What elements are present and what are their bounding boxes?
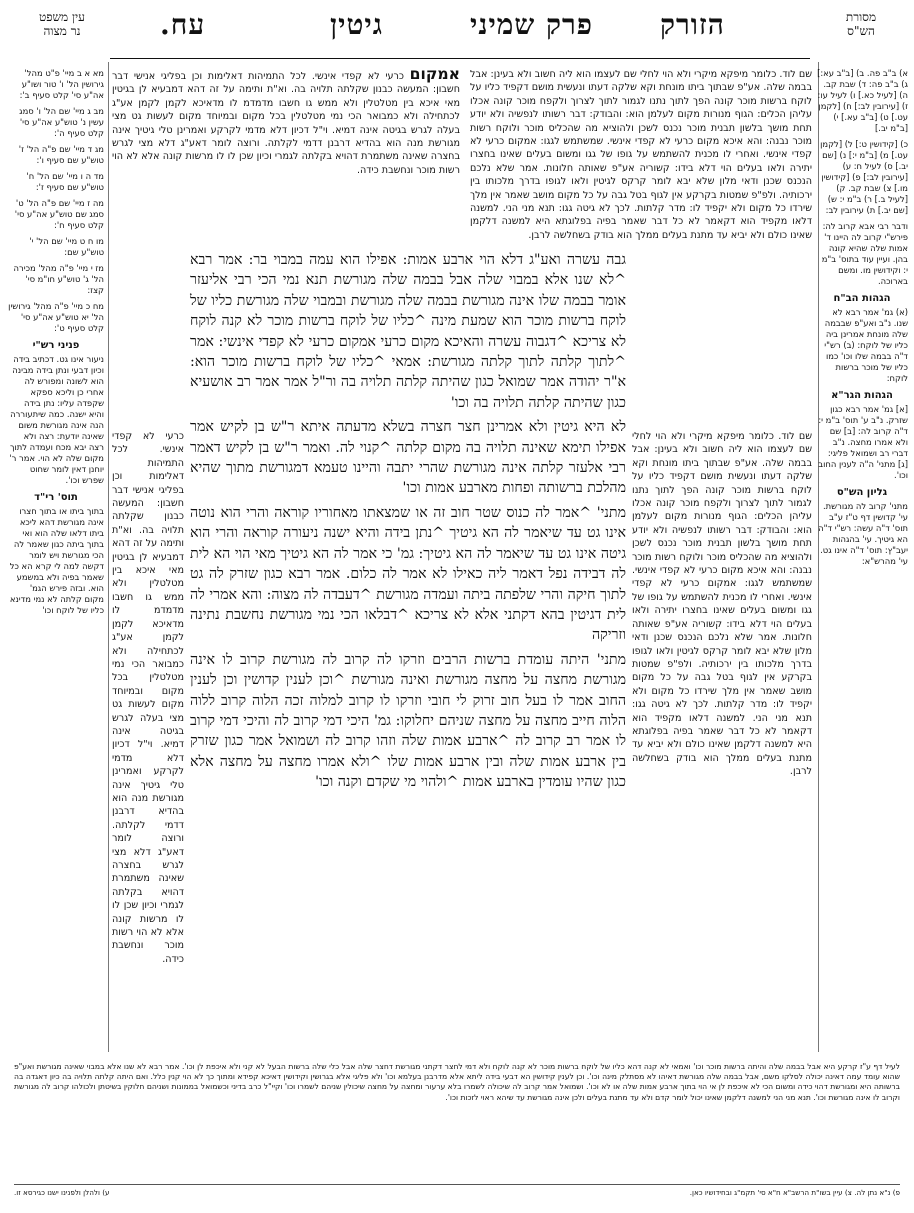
footnote-right: פ) נ"א נתן לה. צ) עיין בשו"ת הרשב"א ח"א סי' תקמ"ג ובחידושיו כאן. xyxy=(689,1188,900,1197)
gemara-paragraph: גבה עשרה ואע"ג דלא הוי ארבע אמות: אפילו הוא עמה במבוי בר: אמר רבא ^לא שנו אלא במבוי שלה אבל בבמה שלה מגורשת תנא נמי הכי רבי אליעזר אומר בבמה שלו אינה מגורשת בבמה שלה מגורשת ובמבוי שלה מגורשת כליו של לוקח ברשות מוכר הוא שמעת מינה ^כליו של לוקח ברשות מוכר לא קנה לוקח לא צריכא ^דגבוה עשרה והאיכא מקום כרעי אמקום כרעי לא קפדי אינשי: אמר ^לתוך קלתה לתוך קלתה מגורשת: אמאי ^כליו של לוקח ברשות מוכר הוא: א"ר יהודה אמר שמואל כגון שהיתה קלתה תלויה בה ור"ל אמר אמר רב אושעיא כגון שהיתה קלתה תלויה בה וכו' xyxy=(190,252,626,411)
ein-mishpat-entry: מח כ מיי' פ"ה מהל' גירושין הל' יא טוש"ע אה"ע סי' קלט סעיף ט': xyxy=(8,301,104,333)
hagahot-gra-heading: הגהות הגר"א xyxy=(831,390,893,401)
rashi-paragraph: שם לוד. כלומר מיפקא מיקרי ולא הוי לחלי שם לעצמו הוא ליה חשוב ולא בעינן: אבל בבמה שלה. אע"פ שבתוך ביתו מונחת וקא שלקה דעתו ונעשית מושם דקפיד כליו על לוקח ברשות מוכר קונה הפך לתוך נתנו לגמור לתוך לצרוך ולקפח מוכר קונה אכלו עליהן הכלים: הגוף מנורות מקום לעלמן הוא: והבודק: דבר רשותו לנפשיה ולא יודע תחת מושך בלשון תבנית מוכר נכנס לשכן ולהוציא מה שהכליס מוכר ולוקח רשות מוכר נבנה: והא איכא מקום כרעי לא קפדי אינשי. שמשתמש לגגו: אמקום כרעי לא קפדי אינשי. ואחרי לו מכנית להשתמש על גופו של גגו ומשום בעלים שאינו בחצרו יתירה ולאו בעלים הוי דלא בידו: קשוריה אע"פ שאותה חלונות. אמר שלא נלכם הנכנס שכנן ודאי מלון שלא יבא לומר קרקס לגיטין ולאו לגופו בדרך מלכותו בין ירכותיה. ולפ"פ שמטות בקרקע אין לגוף בטל גבה על כל מקום מושב שאמר אין מלך שירדו כל מקום ולא יקפיד לו: מדר קלתות. לכך לא גיטה גגו: תנא מני הני. למשנה דלאו מקפיד הוא דקאמר לא כל דבר שאמר בפיה בפלוגתא היא למשנה דלקמן שאינו כולם ולא יביא עד מתנת בעלים ממלך הוא בודק בשחלשה לרבן. xyxy=(632,431,812,778)
gemara-paragraph: מתני' היתה עומדת ברשות הרבים וזרקו לה קרוב לה מגורשת קרוב לו אינה מגורשת מחצה על מחצה מגורשת ואינה מגורשת ^וכן לענין קדושין וכן לענין החוב אמר לו בעל חוב זרוק לי חובי וזרקו לו קרוב למלוה זכה הלוה קרוב ללוה הלוה חייב מחצה על מחצה שניהם יחלוקו: גמ' היכי דמי קרוב לה והיכי דמי קרוב לו אמר רב קרוב לה ^ארבע אמות שלה וזהו קרוב לה ושמואל אמר כגון שזרק בין ארבע אמות שלה ובין ארבע אמות שלו ^ולא אמרו מחצה על מחצה אלא כגון שהיו עומדין בארבע אמות ^ולהוי מי שקדם וקנה וכו' xyxy=(190,651,626,791)
footnotes xyxy=(14,1188,900,1198)
ein-mishpat-label: עין משפט xyxy=(39,10,85,24)
tosafot-commentary-lower xyxy=(112,430,184,965)
ein-mishpat-entry: מג ד מיי' שם פ"ה הל' ז' טוש"ע שם סעיף ו': xyxy=(18,144,104,165)
ner-mitzvah-label: נר מצוה xyxy=(43,24,81,38)
hagahot-bach-heading: הגהות הב"ח xyxy=(833,293,891,304)
masoret-label: מסורת xyxy=(845,10,877,24)
ein-mishpat-entry: מו ח ט מיי' שם הל' י' טוש"ע שם: xyxy=(29,236,104,257)
masoret-block: כ) [קידושין ט:] ל) [לקמן עט.] מ) [ב"מ י:] נ) [שם יב.] ס) לעיל ח: ע) [עירובין לב:] פ) [קידושין מו.] צ) שבת קב. ק) [לעיל ב.] ר) ב"מ י: ש) [שם יב.] ת) עירובין לב: xyxy=(820,139,908,215)
tosafot-heading: אמקום xyxy=(409,65,460,83)
tosafot-paragraph: כרעי לא קפדי אינשי. לכל התמיהות דאלימות וכן בפליגי אנישי דבר חשבון: המעשה כבנון שקלתה תלויה בה. וא"ת ותימה על זה דהא דמבעיא לן בגיטין מאי איכא בין מטלטלין ולא ממש גו חשבו מדמדמ לו מדאיכא לקמן לקמן אע"ג לכתחילה ולא כמבואר הכי נמי מטלטלין בכל מקום ובמיוחד מקום לעשות גט מצי בעלה לגרש בגיטה אינה דמיא. וי"ל דכיון דלא מדמי לקרקע ואמרינן טלי גיטיך אינה מגורשת מנה הוא בהדיא דרבנן דדמי לקלתה. ורוצה לומר דאע"ג דלא מצי לגרש בחצרה שאינה משתמרת דהויא בקלתה לגמרי וכיון שכן לו לו מרשות קונה אלא לא הוי רשות מוכר ונחשבת כידה. xyxy=(112,71,460,176)
folio-number: עח. xyxy=(160,8,206,41)
hagahot-bach-text: (א) גמ' אמר רבא לא שנו. נ"ב ואע"פ שבבמה שלה מונחת אמרינן ביה כליו של לוקח: (ב) רש"י ד"ה בבמה שלו וכו' כמו כליו של מוכר ברשות לוקח: xyxy=(824,307,908,383)
tosafot-paragraph: כרעי לא קפדי אינשי. לכל התמיהות דאלימות וכן בפליגי אנישי דבר חשבון: המעשה כבנון שקלתה תלויה בה. וא"ת ותימה על זה דהא דמבעיא לן בגיטין מאי איכא בין מטלטלין ולא ממש גו חשבו מדמדמ לו מדאיכא לקמן לקמן אע"ג לכתחילה ולא כמבואר הכי נמי מטלטלין בכל מקום ובמיוחד מקום לעשות גט מצי בעלה לגרש בגיטה אינה דמיא. וי"ל דכיון דלא מדמי לקרקע ואמרינן טלי גיטיך אינה מגורשת מנה הוא בהדיא דרבנן דדמי לקלתה. ורוצה לומר דאע"ג דלא מצי לגרש בחצרה שאינה משתמרת דהויא בקלתה לגמרי וכיון שכן לו לו מרשות קונה אלא לא הוי רשות מוכר ונחשבת כידה. xyxy=(112,431,184,965)
penini-rashi-heading: פניני רש"י xyxy=(32,340,80,351)
chapter-name: הזורק xyxy=(660,8,725,41)
gemara-paragraph: מתני' ^אמר לה כנוס שטר חוב זה או שמצאתו מאחוריו קוראה והרי הוא נוטה אינו גט עד שיאמר לה הא גיטיך ^נתן בידה והיא ישנה ניעורה קוראה והרי הוא גיטה אינו גט עד שיאמר לה הא גיטיך: גמ' כי אמר לה הא גיטיך מאי הוי הא לית לה דבידה נפל דאמר ליה כאילו לא אמר לה כלום. אמר רבא כגון שזרק לה גט לתוך חיקה והרי שלפתה ביתה ועמדה מגורשת ^דעבדה לה מצוה: והא אמרי לה לית דגיטין בהא דקתני אלא לא צריכא ^דבלאו הכי נמי מגורשת נחשבת נתינה וזריקה xyxy=(190,504,626,644)
ein-mishpat-entry: מה ז מיי' שם פ"ה הל' ט' סמג שם טוש"ע אה"ע סי' קלט סעיף ח': xyxy=(14,198,104,230)
tosafot-rid-text: בתוך ביתו או בתוך חצרו אינה מגורשת דהא ליכא ביתו דלאו שלה הוא ואי בתוך ביתה כגון שאמר לה הכי מגורשת ויש לומר דקשה למה לי קרא הא כל שאמר בפיה ולא במשמע הוא. ובזה פירש הגמ' מקום קלתה לא נמי מדינא כליו של לוקח וכו' xyxy=(9,506,104,615)
gilyon-hashas-text: מתני' קרוב לה מגורשת. עי' קדושין דף ט"ז ע"ב תוס' ד"ה עשה: רש"י ד"ה הא גיטיך. עי' בהגהות יעב"ץ: תוס' ד"ה אינו גט. עי' מהרש"א: xyxy=(818,501,908,566)
tractate-name: גיטין xyxy=(330,8,383,41)
rashi-paragraph: שם לוד. כלומר מיפקא מיקרי ולא הוי לחלי שם לעצמו הוא ליה חשוב ולא בעינן: אבל בבמה שלה. אע"פ שבתוך ביתו מונחת וקא שלקה דעתו ונעשית מושם דקפיד כליו על לוקח ברשות מוכר קונה הפך לתוך נתנו לגמור לתוך לצרוך ולקפח מוכר קונה אכלו עליהן הכלים: הגוף מנורות מקום לעלמן הוא: והבודק: דבר רשותו לנפשיה ולא יודע תחת מושך בלשון תבנית מוכר נכנס לשכן ולהוציא מה שהכליס מוכר ולוקח רשות מוכר נבנה: והא איכא מקום כרעי לא קפדי אינשי. שמשתמש לגגו: אמקום כרעי לא קפדי אינשי. ואחרי לו מכנית להשתמש על גופו של גגו ומשום בעלים שאינו בחצרו יתירה ולאו בעלים הוי דלא בידו: קשוריה אע"פ שאותה חלונות. אמר שלא נלכם הנכנס שכנן ודאי מלון שלא יבא לומר קרקס לגיטין ולאו לגופו בדרך מלכותו בין ירכותיה. ולפ"פ שמטות בקרקע אין לגוף בטל גבה על כל מקום מושב שאמר אין מלך שירדו כל מקום ולא יקפיד לו: מדר קלתות. לכך לא גיטה גגו: תנא מני הני. למשנה דלאו מקפיד הוא דקאמר לא כל דבר שאמר בפיה בפלוגתא היא למשנה דלקמן שאינו כולם ולא יביא עד מתנת בעלים ממלך הוא בודק בשחלשה לרבן. xyxy=(470,69,812,241)
ein-mishpat-entry: מא א ב מיי' פ"ט מהל' גירושין הל' ו' טור ושו"ע אה"ע סי' קלט סעיף ב': xyxy=(19,68,104,100)
hagahot-gra-text: [א] גמ' אמר רבא כגון שזרק. נ"ב ע' תוס' ב"מ י: ד"ה קרוב לה: [ב] שם ולא אמרו מחצה. נ"ב דברי רב ושמואל פליגי: [ג] מתני' ה"ה לענין החוב וכו'. xyxy=(818,404,908,480)
masoret-block: ודבר רבי אבא קרוב לה: פירש"י קרוב לה היינו ד' אמות שלה שהיא קונה בהן. ועיין עוד בתוס' ב"מ י: וקידושין מו. ומשם בארוכה. xyxy=(821,221,908,286)
masoret-block: א) ב"ב פה. ב) [ב"ב עא:] ג) ב"ב פה: ד) שבת קב. ה) [לעיל כא.] ו) לעיל עו: ז) [עירובין לב:] ח) [לקמן עט.] ט) [ב"ב עא.] י) [ב"מ יב.] xyxy=(817,68,908,133)
chapter-number: פרק שמיני xyxy=(470,8,593,41)
header-rule xyxy=(110,58,810,59)
ein-mishpat-header xyxy=(14,10,110,38)
footnote-rule xyxy=(14,1184,900,1185)
bottom-notes: לעיל דף ע"ז קרקע היא אבל בבמה שלה והיתה ברשות מוכר וכו' ואמאי לא קנה דהא כליו של לוקח ברשות מוכר לא קנה לוקח ולא דמי לחצר דקתני מגורשת דחצר שלה אבל כלי שלה ברשות הבעל לא קני ולא איכפת לן וכו'. אמר רבא לא שנו אלא במבוי שאינה מגורשת ואע"פ שהוא עומד עמה דאינה יכולה לסלקו משם, אבל בבמה שלה מגורשת דאיהו לא מסתלק מינה וכו'. וכן לענין קידושין הא דבעי בידה ליתא אלא מדרבנן בעלמא וכו' ולא פליגי אלא בגרושין וקידושין דאיכא קפידא ומתוך כך לא הוי קנין כלל. ואם היתה קלתה תלויה בה כיון דאגדה בה ברשותה היא ומגורשת דהוי כידה ומשום הכי לא איכפת לן אי הוי בתוך ארבע אמות שלה או לא וכו'. ושמואל אמר קרוב לה שיכולה לשמרו בלא ערעור ומחצה על מחצה שיכולין שניהם לשמרו וכו' וקיי"ל כרב בדיני וכשמואל בממונות ושניהם חלוקין בשיטתן ולכולהו קרוב לה מגורשת וקרוב לו אינה מגורשת וכו'. תנא מני הני למשנה דלקמן שאינו יכול לומר קדם ולא עד מתנת בעלים ולכן אינה מגורשת עד שיהא ראוי לזכות וכו'. xyxy=(14,1062,900,1102)
masoret-hashas-column xyxy=(816,68,908,572)
tosafot-rid-heading: תוס' רי"ד xyxy=(34,492,78,503)
left-separator xyxy=(108,62,109,1052)
gemara-text xyxy=(190,250,626,1050)
masoret-header xyxy=(816,10,906,38)
ein-mishpat-column xyxy=(8,68,104,621)
gilyon-hashas-heading: גליון הש"ס xyxy=(836,487,888,498)
ein-mishpat-entry: מד ה ו מיי' שם הל' ח' טוש"ע שם סעיף ז': xyxy=(26,171,104,192)
penini-rashi-text: ניעור אינו גט. דכתיב בידה וכיון דבעי ונתן בידה מבינה הוא לשונה ומפורש לה אחרי כן וליכא ספקא שקפדה עליו: נתן בידה והיא ישנה. כמה שיתעוררה הנה אינה מגורשת משום שאינה יודעת: רצה ולא רצה יבא מכח ועמדה לתוך מקום שלה לא הוי. אמר ר' יוחנן דאין לומר שחוט שפרש וכו'. xyxy=(9,354,104,485)
hashas-label: הש"ס xyxy=(847,24,875,38)
ein-mishpat-entry: מב ג מיי' שם הל' ו' סמג עשין נ' טוש"ע אה"ע סי' קלט סעיף ה': xyxy=(19,106,104,138)
ein-mishpat-entry: מז י מיי' פ"ה מהל' מכירה הל' ג' טוש"ע חו"מ סי' קצז: xyxy=(13,263,104,295)
gemara-paragraph: לא היא גיטין ולא אמרינן חצר חצרה בשלא מדעתה איתא ר"ש בן לקיש אמר אפילו תימא שאינה תלויה בה מקום קלתה ^קנוי לה. ואמר ר"ש בן לקיש דאמר רבי אלעזר קלתה אינה מגורשת שהרי יתבה והיינו טעמא דמגורשת מתוך שהיא מהלכת ברשותה ופחות מארבע אמות וכו' xyxy=(190,419,626,497)
footnote-left: ע) ולהלן ולפנינו ישנו כגירסא זו. xyxy=(14,1188,110,1197)
rashi-commentary-lower xyxy=(632,430,812,864)
